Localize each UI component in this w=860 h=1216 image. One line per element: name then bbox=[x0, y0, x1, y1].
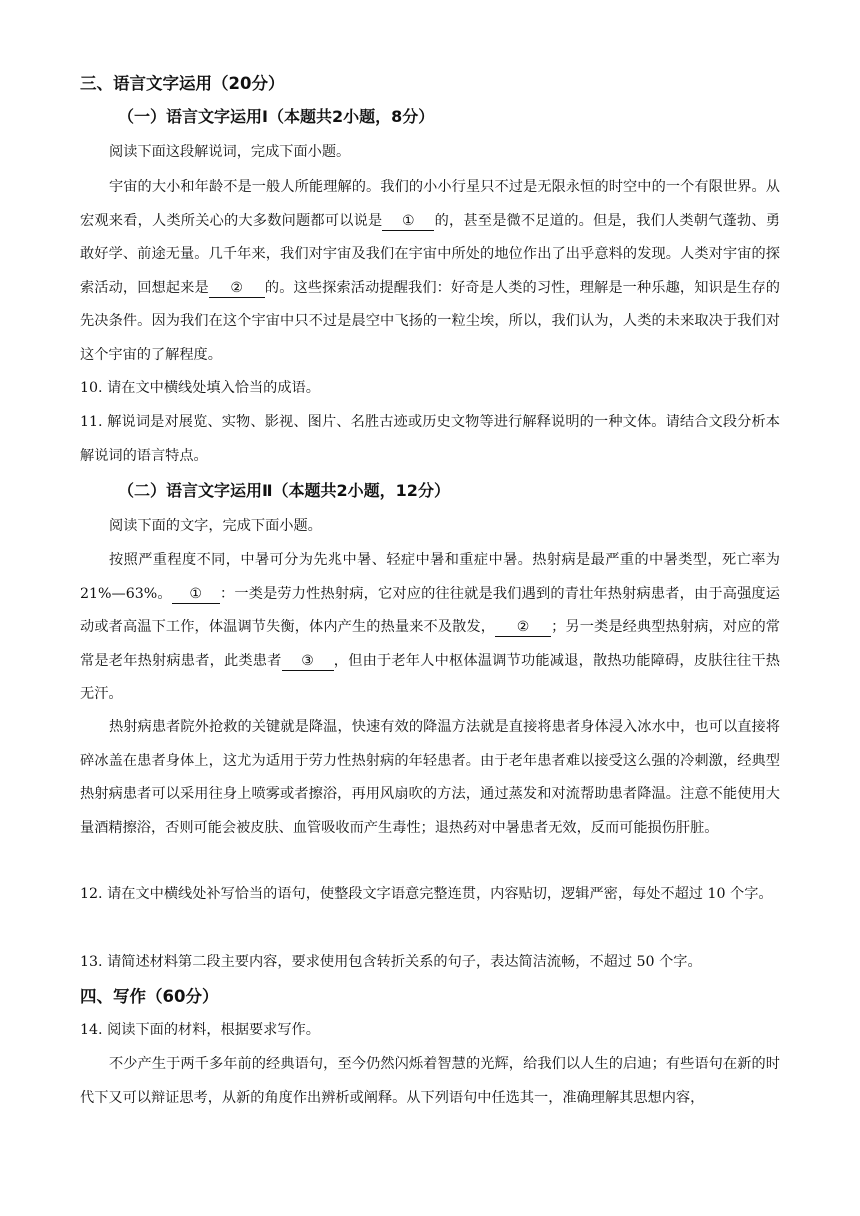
sub1-intro: 阅读下面这段解说词，完成下面小题。 bbox=[109, 144, 351, 160]
passage-1 bbox=[80, 171, 780, 372]
blank-1: ① bbox=[382, 212, 434, 231]
blank-2: ② bbox=[209, 279, 265, 298]
question-11: 11. 解说词是对展览、实物、影视、图片、名胜古迹或历史文物等进行解释说明的一种文体。请结合文段分析本解说词的语言特点。 bbox=[80, 414, 780, 464]
passage-2 bbox=[80, 544, 780, 712]
passage-2-part-c: ；另一类是经典型热射病，对应的常常是老年热射病患者，此类患者 bbox=[80, 619, 780, 669]
section-3-title: 三、语言文字运用（20分） bbox=[80, 74, 285, 93]
question-10: 10. 请在文中横线处填入恰当的成语。 bbox=[80, 380, 320, 396]
question-12: 12. 请在文中横线处补写恰当的语句，使整段文字语意完整连贯，内容贴切，逻辑严密，每处不超过 10 个字。 bbox=[80, 886, 773, 902]
blank-2-1: ① bbox=[172, 585, 220, 604]
passage-2-part-b: ：一类是劳力性热射病，它对应的往往就是我们遇到的青壮年热射病患者，由于高强度运动或者高温下工作，体温调节失衡，体内产生的热量来不及散发， bbox=[80, 585, 780, 635]
passage-1-part-b: 的，甚至是微不足道的。但是，我们人类朝气蓬勃、勇敢好学、前途无量。几千年来，我们对宇宙及我们在宇宙中所处的地位作出了出乎意料的发现。人类对宇宙的探索活动，回想起来是 bbox=[80, 212, 780, 296]
blank-2-2: ② bbox=[495, 618, 551, 637]
passage-1-part-c: 的。这些探索活动提醒我们：好奇是人类的习性，理解是一种乐趣，知识是生存的先决条件。因为我们在这个宇宙中只不过是晨空中飞扬的一粒尘埃，所以，我们认为，人类的未来取决于我们对这个宇宙的了解程度。 bbox=[80, 279, 780, 363]
blank-2-3: ③ bbox=[282, 652, 334, 671]
section-4-title: 四、写作（60分） bbox=[80, 987, 219, 1006]
passage-2-part-a: 按照严重程度不同，中暑可分为先兆中暑、轻症中暑和重症中暑。热射病是最严重的中暑类型，死亡率为 21%—63%。 bbox=[80, 552, 780, 602]
question-13: 13. 请简述材料第二段主要内容，要求使用包含转折关系的句子，表达简洁流畅，不超过 50 个字。 bbox=[80, 954, 702, 970]
sub2-intro: 阅读下面的文字，完成下面小题。 bbox=[109, 518, 322, 534]
section-3-sub1-title: （一）语言文字运用Ⅰ（本题共2小题，8分） bbox=[118, 107, 435, 126]
question-14: 14. 阅读下面的材料，根据要求写作。 bbox=[80, 1022, 320, 1038]
passage-1-part-a: 宇宙的大小和年龄不是一般人所能理解的。我们的小小行星只不过是无限永恒的时空中的一个有限世界。从宏观来看，人类所关心的大多数问题都可以说是 bbox=[80, 179, 780, 229]
passage-2-part-d: ，但由于老年人中枢体温调节功能减退，散热功能障碍，皮肤往往干热无汗。 bbox=[80, 652, 780, 702]
section-3-sub2-title: （二）语言文字运用Ⅱ（本题共2小题，12分） bbox=[118, 481, 450, 500]
question-14-material: 不少产生于两千多年前的经典语句，至今仍然闪烁着智慧的光辉，给我们以人生的启迪；有些语句在新的时代下又可以辩证思考，从新的角度作出辨析或阐释。从下列语句中任选其一，准确理解其思想内容， bbox=[80, 1056, 780, 1106]
passage-2-paragraph-2: 热射病患者院外抢救的关键就是降温，快速有效的降温方法就是直接将患者身体浸入冰水中，也可以直接将碎冰盖在患者身体上，这尤为适用于劳力性热射病的年轻患者。由于老年患者难以接受这么强的冷刺激，经典型热射病患者可以采用往身上喷雾或者擦浴，再用风扇吹的方法，通过蒸发和对流帮助患者降温。注意不能使用大量酒精擦浴，否则可能会被皮肤、血管吸收而产生毒性；退热药对中暑患者无效，反而可能损伤肝脏。 bbox=[80, 719, 780, 836]
